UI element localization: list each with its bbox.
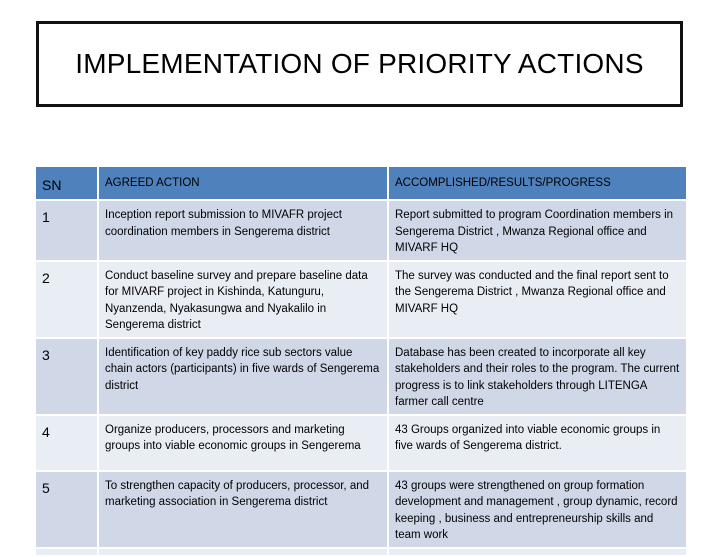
- cutoff-cell: [99, 549, 389, 557]
- row-sn: 5: [36, 472, 99, 549]
- row-action: Conduct baseline survey and prepare baseline data for MIVARF project in Kishinda, Katunguru, Nyanzenda, Nyakasungwa and Nyakalilo in Sengerema district: [99, 262, 389, 339]
- row-sn: 3: [36, 339, 99, 416]
- cutoff-cell: [389, 549, 686, 557]
- row-action: To strengthen capacity of producers, processor, and marketing association in Sengerema district: [99, 472, 389, 549]
- row-result: Database has been created to incorporate all key stakeholders and their roles to the program. The current progress is to link stakeholders through LITENGA farmer call centre: [389, 339, 686, 416]
- row-action: Identification of key paddy rice sub sectors value chain actors (participants) in five wards of Sengerema district: [99, 339, 389, 416]
- row-sn: 4: [36, 416, 99, 472]
- table-row: [36, 416, 686, 472]
- row-result: 43 Groups organized into viable economic groups in five wards of Sengerema district.: [389, 416, 686, 472]
- row-result: The survey was conducted and the final report sent to the Sengerema District , Mwanza Regional office and MIVARF HQ: [389, 262, 686, 339]
- priority-actions-table: [36, 167, 686, 557]
- row-result: Report submitted to program Coordination members in Sengerema District , Mwanza Regional office and MIVARF HQ: [389, 201, 686, 262]
- header-agreed-action: AGREED ACTION: [99, 167, 389, 201]
- table-row-cutoff: [36, 549, 686, 557]
- row-sn: 1: [36, 201, 99, 262]
- row-result: 43 groups were strengthened on group formation development and management , group dynamic, record keeping , business and entrepreneurship skills and team work: [389, 472, 686, 549]
- row-action: Organize producers, processors and marketing groups into viable economic groups in Sengerema: [99, 416, 389, 472]
- page-title: IMPLEMENTATION OF PRIORITY ACTIONS: [75, 48, 644, 79]
- table-header-row: [36, 167, 686, 201]
- table-row: [36, 201, 686, 262]
- row-sn: 2: [36, 262, 99, 339]
- row-action: Inception report submission to MIVAFR project coordination members in Sengerema district: [99, 201, 389, 262]
- table-row: [36, 262, 686, 339]
- table-row: [36, 339, 686, 416]
- title-box: [36, 21, 683, 107]
- table-row: [36, 472, 686, 549]
- header-sn: SN: [36, 167, 99, 201]
- header-results: ACCOMPLISHED/RESULTS/PROGRESS: [389, 167, 686, 201]
- cutoff-cell: [36, 549, 99, 557]
